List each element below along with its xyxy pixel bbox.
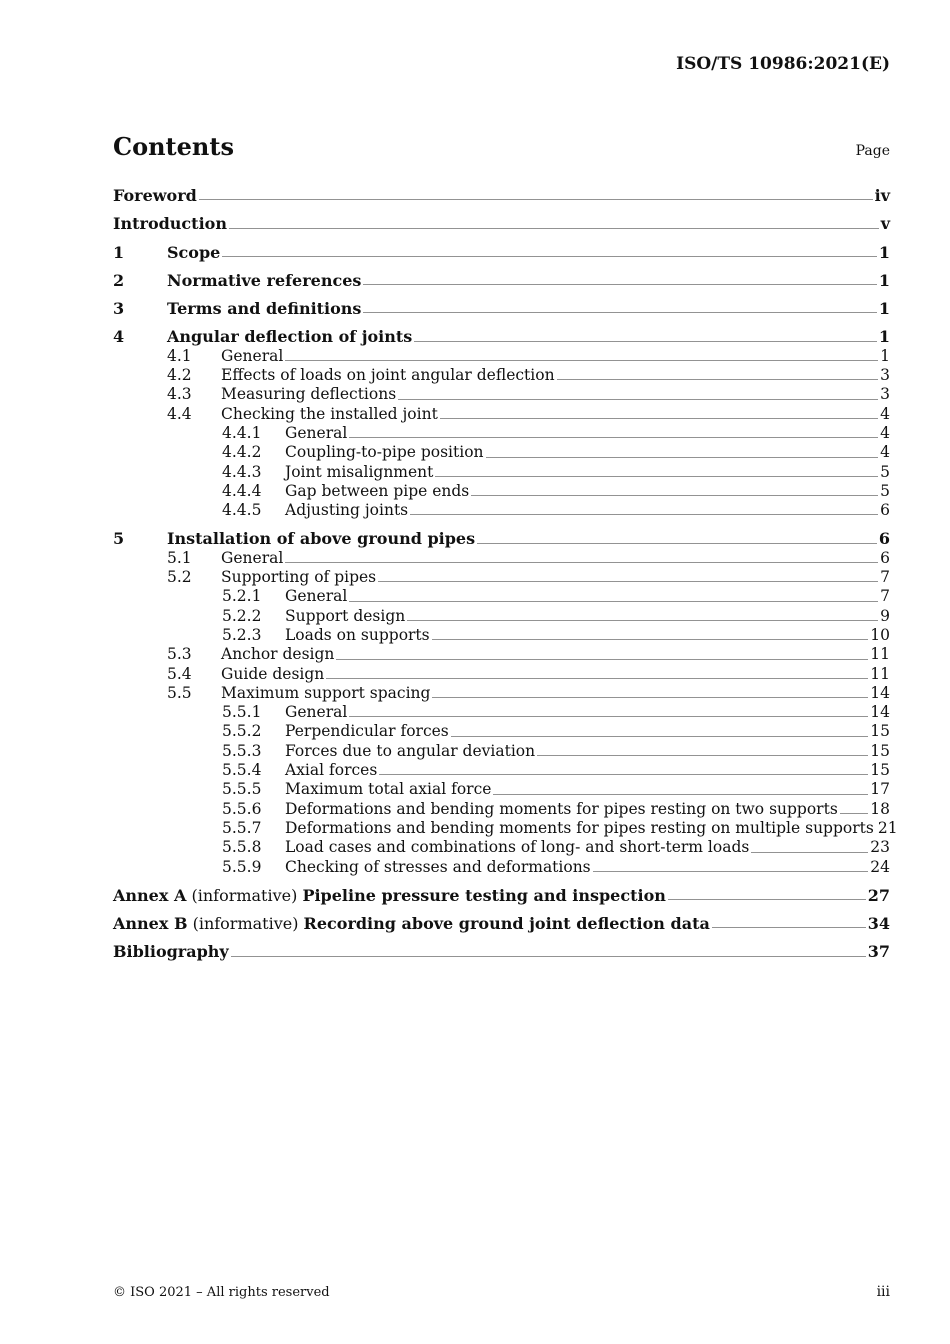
dot-leader [432, 697, 868, 698]
dot-leader [410, 514, 878, 515]
dot-leader [407, 620, 878, 621]
toc-entry-title: Guide design [221, 664, 325, 683]
toc-entry-title: Terms and definitions [167, 299, 362, 319]
toc-entry[interactable] [113, 299, 890, 318]
toc-entry-title: Deformations and bending moments for pipes resting on two supports [285, 799, 838, 818]
toc-entry-number: 5.2.1 [222, 587, 262, 606]
toc-entry-page: 6 [878, 529, 890, 549]
toc-entry[interactable] [113, 742, 890, 761]
toc-entry-number: 5.2.3 [222, 625, 262, 644]
toc-entry[interactable] [113, 443, 890, 462]
toc-entry-page: 17 [870, 780, 890, 799]
toc-entry-title [113, 886, 666, 905]
toc-entry-page: 24 [870, 857, 890, 876]
toc-entry-title: Deformations and bending moments for pipes resting on multiple supports [285, 818, 874, 837]
toc-entry-number: 4.1 [167, 346, 192, 365]
toc-entry-title: Introduction [113, 214, 227, 234]
toc-entry-title: Gap between pipe ends [285, 481, 470, 500]
toc-entry[interactable] [113, 684, 890, 703]
dot-leader [326, 678, 868, 679]
toc-entry-number: 5 [113, 529, 125, 549]
dot-leader [349, 437, 878, 438]
dot-leader [231, 956, 866, 957]
toc-entry[interactable] [113, 780, 890, 799]
toc-entry[interactable] [113, 405, 890, 424]
toc-entry[interactable] [113, 385, 890, 404]
toc-entry[interactable] [113, 366, 890, 385]
toc-entry[interactable] [113, 271, 890, 290]
toc-entry-number: 5.5.5 [222, 780, 262, 799]
toc-entry-number: 5.5.2 [222, 722, 262, 741]
toc-entry-title: General [285, 587, 348, 606]
dot-leader [493, 794, 868, 795]
toc-entry-page: 15 [870, 722, 890, 741]
toc-entry-page: 14 [870, 703, 890, 722]
toc-entry-number: 5.5.1 [222, 703, 262, 722]
toc-entry-title [113, 914, 710, 933]
toc-entry-number: 4.2 [167, 366, 192, 385]
toc-entry-page: 1 [880, 346, 890, 365]
toc-entry[interactable] [113, 761, 890, 780]
toc-entry[interactable] [113, 914, 890, 933]
toc-entry-number: 5.5.3 [222, 741, 262, 760]
dot-leader [363, 284, 876, 285]
toc-entry-page: 7 [880, 568, 890, 587]
toc-entry[interactable] [113, 568, 890, 587]
toc-entry[interactable] [113, 587, 890, 606]
dot-leader [432, 639, 869, 640]
toc-entry[interactable] [113, 645, 890, 664]
toc-entry[interactable] [113, 424, 890, 443]
toc-entry-title: General [285, 423, 348, 442]
toc-entry-title: Forces due to angular deviation [285, 741, 536, 760]
toc-entry[interactable] [113, 818, 898, 838]
toc-entry-title: Coupling-to-pipe position [285, 443, 484, 462]
toc-entry-title: Maximum support spacing [221, 683, 431, 702]
toc-entry[interactable] [113, 858, 890, 877]
toc-entry-number: 4.3 [167, 385, 192, 404]
toc-entry-number: 1 [113, 242, 125, 262]
toc-entry-title: Installation of above ground pipes [167, 529, 476, 549]
toc-entry-title: Load cases and combinations of long- and short-term loads [285, 838, 750, 857]
dot-leader [398, 399, 878, 400]
toc-entry-number: 5.5.6 [222, 799, 262, 818]
annex-label: Annex B [113, 914, 188, 934]
toc-entry[interactable] [113, 243, 890, 262]
toc-entry-page: 11 [870, 664, 890, 683]
toc-entry-title: Perpendicular forces [285, 722, 449, 741]
dot-leader [285, 360, 878, 361]
toc-entry-number: 5.2.2 [222, 606, 262, 625]
dot-leader [199, 199, 873, 200]
toc-entry-title: General [221, 346, 284, 365]
toc-entry-page: 4 [880, 404, 890, 423]
toc-entry-page: 1 [878, 299, 890, 319]
toc-entry-page: 3 [880, 385, 890, 404]
toc-entry-number: 4.4 [167, 404, 192, 423]
dot-leader [349, 716, 868, 717]
toc-entry-title: Supporting of pipes [221, 568, 377, 587]
toc-entry-page: 4 [880, 443, 890, 462]
toc-entry-title: Axial forces [285, 761, 378, 780]
toc-entry[interactable] [113, 942, 890, 961]
dot-leader [440, 418, 878, 419]
toc-entry[interactable] [113, 529, 890, 548]
contents-title: Contents [113, 132, 234, 161]
dot-leader [668, 899, 866, 900]
toc-entry-title: Anchor design [221, 645, 335, 664]
toc-entry-number: 5.5.7 [222, 818, 262, 837]
toc-entry-title: Checking the installed joint [221, 404, 438, 423]
dot-leader [840, 813, 868, 814]
toc-entry-title: General [221, 548, 284, 567]
toc-entry-page: 4 [880, 423, 890, 442]
toc-entry-title: Effects of loads on joint angular deflection [221, 366, 555, 385]
dot-leader [751, 852, 868, 853]
toc-entry-title: Normative references [167, 270, 362, 290]
toc-entry-page: 18 [870, 799, 890, 818]
toc-entry-page: 23 [870, 838, 890, 857]
toc-entry-title: Measuring deflections [221, 385, 397, 404]
toc-entry-page: 15 [870, 741, 890, 760]
annex-type: (informative) [187, 914, 304, 934]
toc-entry-page: 15 [870, 761, 890, 780]
toc-entry-title: Maximum total axial force [285, 780, 492, 799]
toc-entry-title: Scope [167, 242, 221, 262]
toc-entry-title: Joint misalignment [285, 462, 434, 481]
toc-entry-page: 6 [880, 548, 890, 567]
toc-entry[interactable] [113, 703, 890, 722]
toc-entry-number: 4.4.5 [222, 501, 262, 520]
toc-entry[interactable] [113, 186, 890, 205]
toc-entry-page: 10 [870, 625, 890, 644]
toc-entry-page: 6 [880, 501, 890, 520]
dot-leader [229, 228, 879, 229]
toc-entry-title: Angular deflection of joints [167, 327, 413, 347]
annex-title: Pipeline pressure testing and inspection [302, 885, 666, 905]
toc-entry-number: 3 [113, 299, 125, 319]
toc-entry-page: 34 [867, 914, 890, 934]
toc-entry-page: 37 [867, 942, 890, 962]
toc-entry-number: 5.2 [167, 568, 192, 587]
toc-entry-number: 4.4.3 [222, 462, 262, 481]
toc-entry-title: Checking of stresses and deformations [285, 857, 591, 876]
dot-leader [593, 871, 869, 872]
dot-leader [537, 755, 868, 756]
toc-entry[interactable] [113, 327, 890, 346]
toc-entry-title: Foreword [113, 186, 197, 205]
dot-leader [222, 256, 877, 257]
toc-entry-title: Loads on supports [285, 625, 430, 644]
toc-entry-number: 4.4.1 [222, 423, 262, 442]
toc-entry[interactable] [113, 347, 890, 366]
toc-entry-title: Adjusting joints [285, 501, 409, 520]
annex-title: Recording above ground joint deflection data [303, 914, 710, 934]
toc-entry-page: 11 [870, 645, 890, 664]
toc-entry-number: 4.4.2 [222, 443, 262, 462]
toc-entry[interactable] [113, 838, 890, 857]
toc-entry-page: iv [874, 186, 890, 205]
toc-entry-number: 5.5.4 [222, 761, 262, 780]
dot-leader [379, 774, 868, 775]
toc-entry[interactable] [113, 463, 890, 482]
toc-entry-page: 1 [878, 270, 890, 290]
footer-copyright: © ISO 2021 – All rights reserved [113, 1285, 330, 1300]
dot-leader [486, 457, 879, 458]
toc-entry[interactable] [113, 549, 890, 568]
toc-entry-number: 5.1 [167, 548, 192, 567]
toc-entry[interactable] [113, 626, 890, 645]
toc-entry[interactable] [113, 800, 890, 819]
toc-entry-page: 5 [880, 462, 890, 481]
dot-leader [471, 495, 878, 496]
footer-page-number: iii [876, 1284, 890, 1300]
dot-leader [557, 379, 879, 380]
toc-entry[interactable] [113, 722, 890, 741]
toc-entry-number: 2 [113, 270, 125, 290]
toc-entry[interactable] [113, 665, 890, 684]
toc-entry-number: 5.4 [167, 664, 192, 683]
toc-entry-number: 4.4.4 [222, 481, 262, 500]
dot-leader [349, 601, 878, 602]
dot-leader [477, 543, 877, 544]
toc-entry-page: 27 [867, 885, 890, 905]
toc-entry-number: 5.3 [167, 645, 192, 664]
toc-entry-page: 7 [880, 587, 890, 606]
toc-entry[interactable] [113, 501, 890, 520]
dot-leader [712, 927, 866, 928]
toc-entry-number: 5.5.8 [222, 838, 262, 857]
toc-entry[interactable] [113, 886, 890, 905]
toc-entry-page: v [880, 214, 890, 234]
toc-entry-page: 5 [880, 481, 890, 500]
toc-entry-title: Bibliography [113, 942, 229, 962]
toc-entry-page: 1 [878, 242, 890, 262]
toc-entry-title: General [285, 703, 348, 722]
dot-leader [414, 341, 877, 342]
toc-entry[interactable] [113, 482, 890, 501]
page-column-label: Page [855, 143, 890, 159]
toc-entry-page: 21 [877, 818, 898, 837]
annex-label: Annex A [113, 885, 187, 905]
dot-leader [451, 736, 869, 737]
document-identifier: ISO/TS 10986:2021(E) [676, 54, 890, 74]
toc-entry-page: 14 [870, 683, 890, 702]
dot-leader [435, 476, 878, 477]
toc-entry[interactable] [113, 607, 890, 626]
toc-entry-number: 5.5 [167, 683, 192, 702]
toc-entry-page: 9 [880, 606, 890, 625]
table-of-contents [113, 186, 898, 962]
toc-entry-page: 1 [878, 327, 890, 347]
dot-leader [363, 312, 876, 313]
dot-leader [336, 659, 868, 660]
dot-leader [285, 562, 878, 563]
toc-entry-title: Support design [285, 606, 406, 625]
toc-entry[interactable] [113, 214, 890, 233]
dot-leader [378, 581, 878, 582]
toc-entry-number: 5.5.9 [222, 857, 262, 876]
annex-type: (informative) [186, 885, 303, 905]
toc-entry-page: 3 [880, 366, 890, 385]
toc-entry-number: 4 [113, 327, 125, 347]
